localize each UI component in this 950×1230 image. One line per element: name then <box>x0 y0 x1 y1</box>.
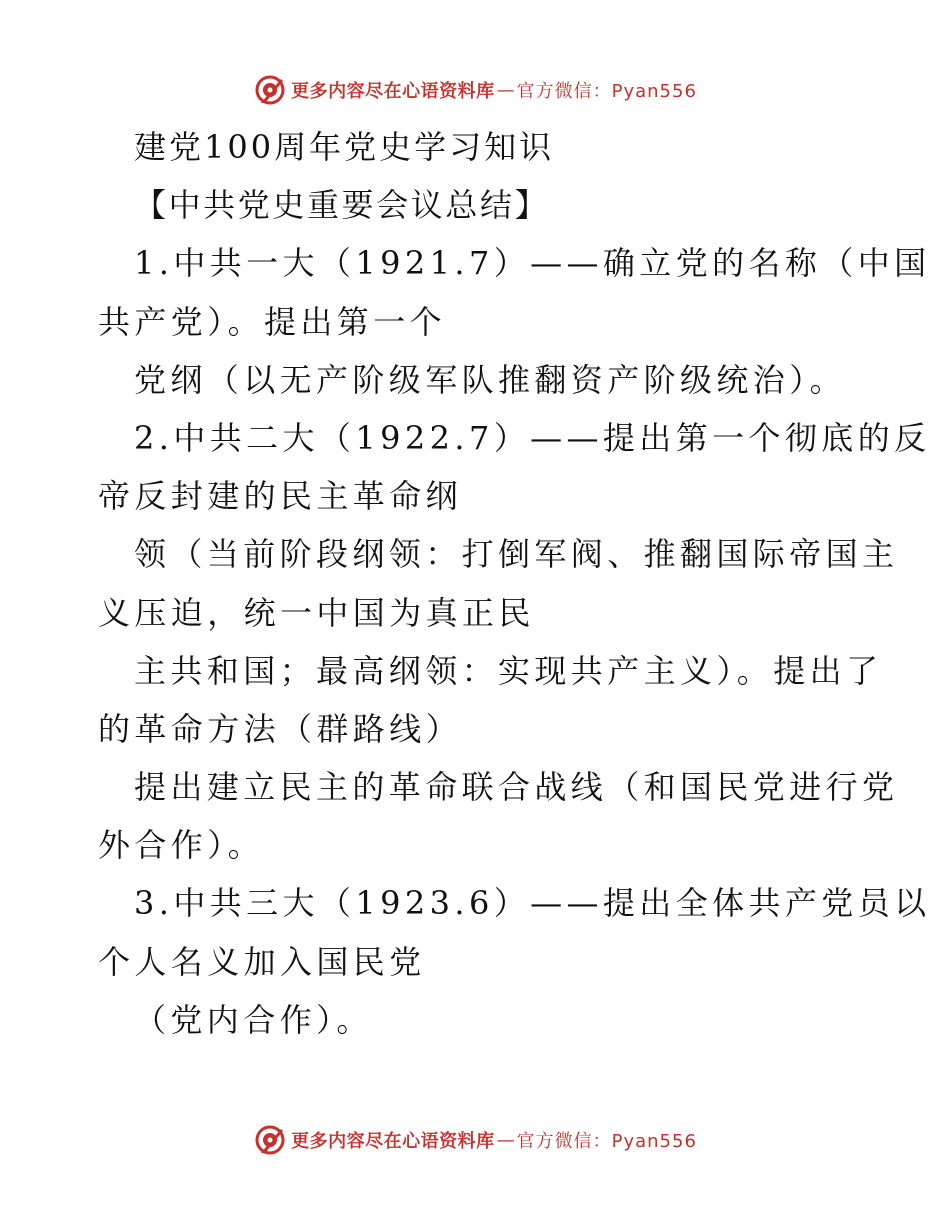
text-line: 义压迫，统一中国为真正民 <box>98 593 535 632</box>
text-line: 3.中共三大（1923.6）——提出全体共产党员以 <box>134 884 931 923</box>
footer-banner <box>0 1120 950 1160</box>
header-banner <box>0 70 950 110</box>
quill-pen-logo-icon <box>253 1123 287 1157</box>
document-body <box>98 118 931 1049</box>
document-lines <box>98 234 931 1049</box>
text-line: 2.中共二大（1922.7）——提出第一个彻底的反 <box>134 418 931 457</box>
text-line: 个人名义加入国民党 <box>98 942 426 981</box>
text-line: 提出建立民主的革命联合战线（和国民党进行党 <box>134 768 899 807</box>
footer-brand-text: 更多内容尽在心语资料库 <box>291 1131 495 1152</box>
text-line: 党纲（以无产阶级军队推翻资产阶级统治）。 <box>134 360 847 399</box>
document-title: 建党100周年党史学习知识 <box>134 128 555 166</box>
footer-wechat-text: 官方微信：Pyan556 <box>516 1131 697 1152</box>
text-line: 共产党）。提出第一个 <box>98 302 447 341</box>
text-line: 领（当前阶段纲领：打倒军阀、推翻国际帝国主 <box>134 535 899 574</box>
text-line: 的革命方法（群路线） <box>98 709 463 748</box>
quill-pen-logo-icon <box>253 73 287 107</box>
header-brand-text: 更多内容尽在心语资料库 <box>291 81 495 102</box>
text-line: 1.中共一大（1921.7）——确立党的名称（中国 <box>134 244 931 283</box>
section-heading: 【中共党史重要会议总结】 <box>134 186 550 225</box>
footer-separator: — <box>496 1129 515 1151</box>
header-separator: — <box>496 79 515 101</box>
header-wechat-text: 官方微信：Pyan556 <box>516 81 697 102</box>
text-line: 外合作）。 <box>98 826 265 865</box>
text-line: （党内合作）。 <box>134 1000 373 1039</box>
text-line: 主共和国；最高纲领：实现共产主义）。提出了 <box>134 651 883 690</box>
text-line: 帝反封建的民主革命纲 <box>98 477 463 516</box>
